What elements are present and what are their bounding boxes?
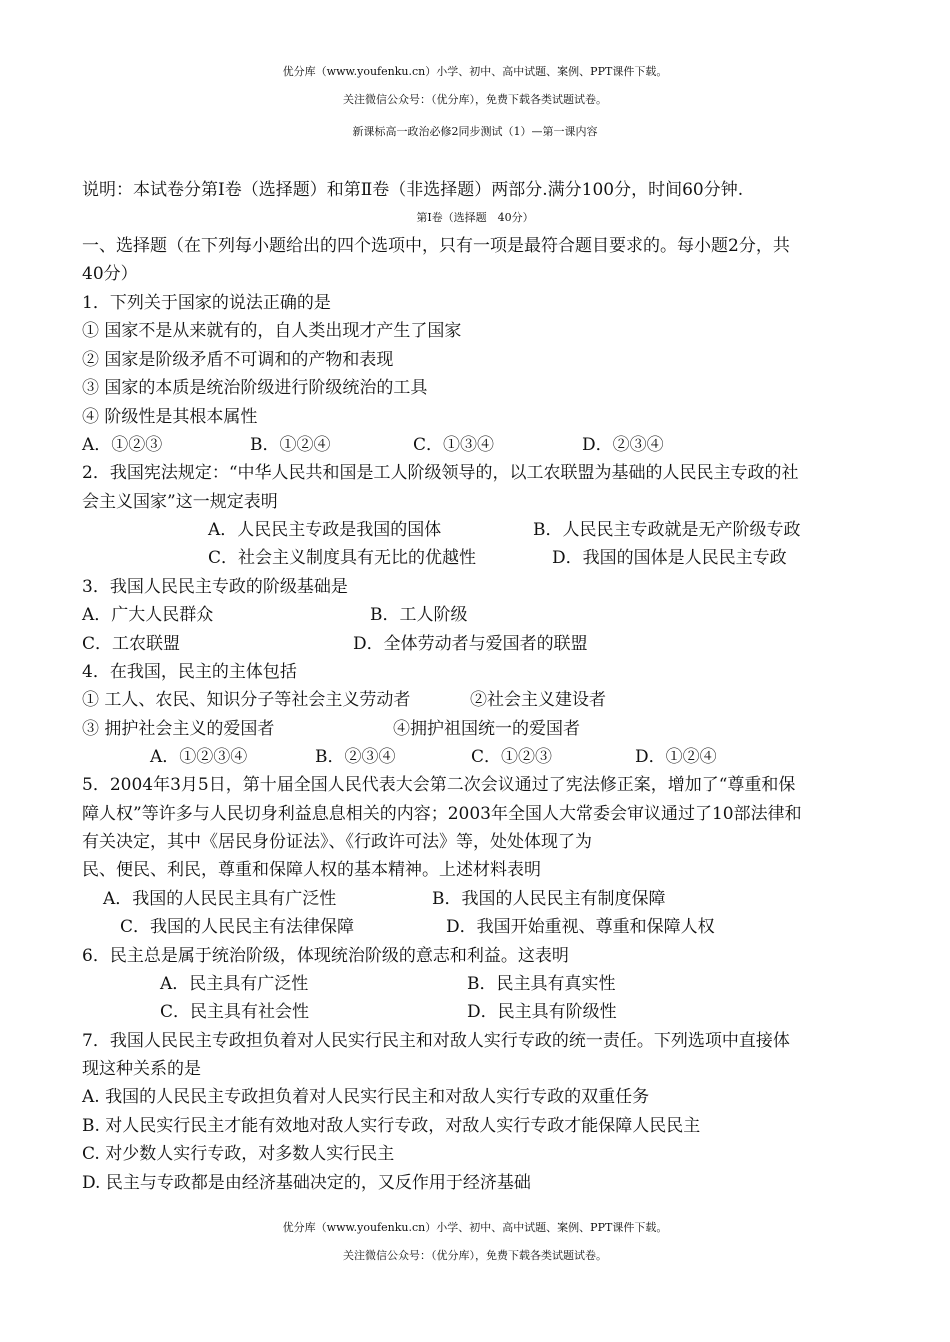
q6-option-b: B．民主具有真实性 [467, 974, 616, 994]
q2-stem-line-1: 2．我国宪法规定：“中华人民共和国是工人阶级领导的，以工农联盟为基础的人民民主专政的社 [82, 463, 799, 483]
q3-option-a: A．广大人民群众 [82, 605, 214, 625]
q4-option-d: D．①②④ [635, 747, 717, 767]
q6-option-d: D．民主具有阶级性 [467, 1002, 617, 1022]
q4-item-2: ②社会主义建设者 [470, 690, 606, 710]
q7-stem-line-1: 7．我国人民民主专政担负着对人民实行民主和对敌人实行专政的统一责任。下列选项中直接体 [82, 1031, 790, 1051]
q4-option-c: C．①②③ [471, 747, 553, 767]
q1-option-a: A．①②③ [82, 435, 163, 455]
q4-stem: 4．在我国，民主的主体包括 [82, 662, 297, 682]
q4-option-a: A．①②③④ [150, 747, 248, 767]
q1-item-4: ④ 阶级性是其根本属性 [82, 407, 258, 427]
instructions-line-1: 一、选择题（在下列每小题给出的四个选项中，只有一项是最符合题目要求的。每小题2分，共 [82, 236, 790, 256]
q4-item-3: ③ 拥护社会主义的爱国者 [82, 719, 275, 739]
q1-item-2: ② 国家是阶级矛盾不可调和的产物和表现 [82, 350, 394, 370]
q4-item-1: ① 工人、农民、知识分子等社会主义劳动者 [82, 690, 411, 710]
q7-option-a: A. 我国的人民民主专政担负着对人民实行民主和对敌人实行专政的双重任务 [82, 1087, 650, 1107]
q6-stem: 6．民主总是属于统治阶级，体现统治阶级的意志和利益。这表明 [82, 946, 569, 966]
q3-option-b: B．工人阶级 [370, 605, 468, 625]
q5-stem-line-1: 5．2004年3月5日，第十届全国人民代表大会第二次会议通过了宪法修正案，增加了“尊重和保 [82, 775, 796, 795]
q5-option-c: C．我国的人民民主有法律保障 [120, 917, 355, 937]
q7-stem-line-2: 现这种关系的是 [82, 1059, 201, 1079]
q2-option-b: B．人民民主专政就是无产阶级专政 [533, 520, 801, 540]
q7-option-d: D. 民主与专政都是由经济基础决定的，又反作用于经济基础 [82, 1173, 531, 1193]
q2-option-d: D．我国的国体是人民民主专政 [552, 548, 787, 568]
q5-stem-line-2: 障人权”等许多与人民切身利益息息相关的内容；2003年全国人大常委会审议通过了10部法律和 [82, 804, 802, 824]
q6-option-c: C．民主具有社会性 [160, 1002, 310, 1022]
q7-option-c: C. 对少数人实行专政，对多数人实行民主 [82, 1144, 395, 1164]
q5-stem-line-4: 民、便民、利民，尊重和保障人权的基本精神。上述材料表明 [82, 860, 541, 880]
q3-option-d: D．全体劳动者与爱国者的联盟 [353, 634, 588, 654]
q1-option-c: C．①③④ [413, 435, 495, 455]
q7-option-b: B. 对人民实行民主才能有效地对敌人实行专政，对敌人实行专政才能保障人民民主 [82, 1116, 701, 1136]
q1-item-1: ① 国家不是从来就有的，自人类出现才产生了国家 [82, 321, 462, 341]
q4-option-b: B．②③④ [315, 747, 396, 767]
q1-stem: 1．下列关于国家的说法正确的是 [82, 293, 331, 313]
q5-stem-line-3: 有关决定，其中《居民身份证法》、《行政许可法》等，处处体现了为 [82, 832, 592, 852]
section-title: 第Ⅰ卷（选择题 40分） [416, 211, 534, 224]
q2-option-c: C．社会主义制度具有无比的优越性 [208, 548, 477, 568]
q1-option-b: B．①②④ [250, 435, 331, 455]
header-line-1: 优分库（www.youfenku.cn）小学、初中、高中试题、案例、PPT课件下载。 [282, 65, 668, 78]
q5-option-a: A．我国的人民民主具有广泛性 [103, 889, 337, 909]
q1-item-3: ③ 国家的本质是统治阶级进行阶级统治的工具 [82, 378, 428, 398]
instructions-line-2: 40分） [82, 264, 138, 284]
document-title: 新课标高一政治必修2同步测试（1）—第一课内容 [352, 125, 598, 138]
q5-option-b: B．我国的人民民主有制度保障 [432, 889, 666, 909]
q3-option-c: C．工农联盟 [82, 634, 181, 654]
q4-item-4: ④拥护祖国统一的爱国者 [393, 719, 580, 739]
exam-intro: 说明：本试卷分第Ⅰ卷（选择题）和第Ⅱ卷（非选择题）两部分.满分100分，时间60分钟. [82, 180, 744, 200]
header-line-2: 关注微信公众号：（优分库），免费下载各类试题试卷。 [343, 93, 607, 106]
footer-line-2: 关注微信公众号：（优分库），免费下载各类试题试卷。 [343, 1249, 607, 1262]
footer-line-1: 优分库（www.youfenku.cn）小学、初中、高中试题、案例、PPT课件下载。 [282, 1221, 668, 1234]
q6-option-a: A．民主具有广泛性 [160, 974, 309, 994]
q3-stem: 3．我国人民民主专政的阶级基础是 [82, 577, 348, 597]
q1-option-d: D．②③④ [582, 435, 664, 455]
q2-option-a: A．人民民主专政是我国的国体 [208, 520, 442, 540]
q5-option-d: D．我国开始重视、尊重和保障人权 [446, 917, 715, 937]
q2-stem-line-2: 会主义国家”这一规定表明 [82, 492, 278, 512]
